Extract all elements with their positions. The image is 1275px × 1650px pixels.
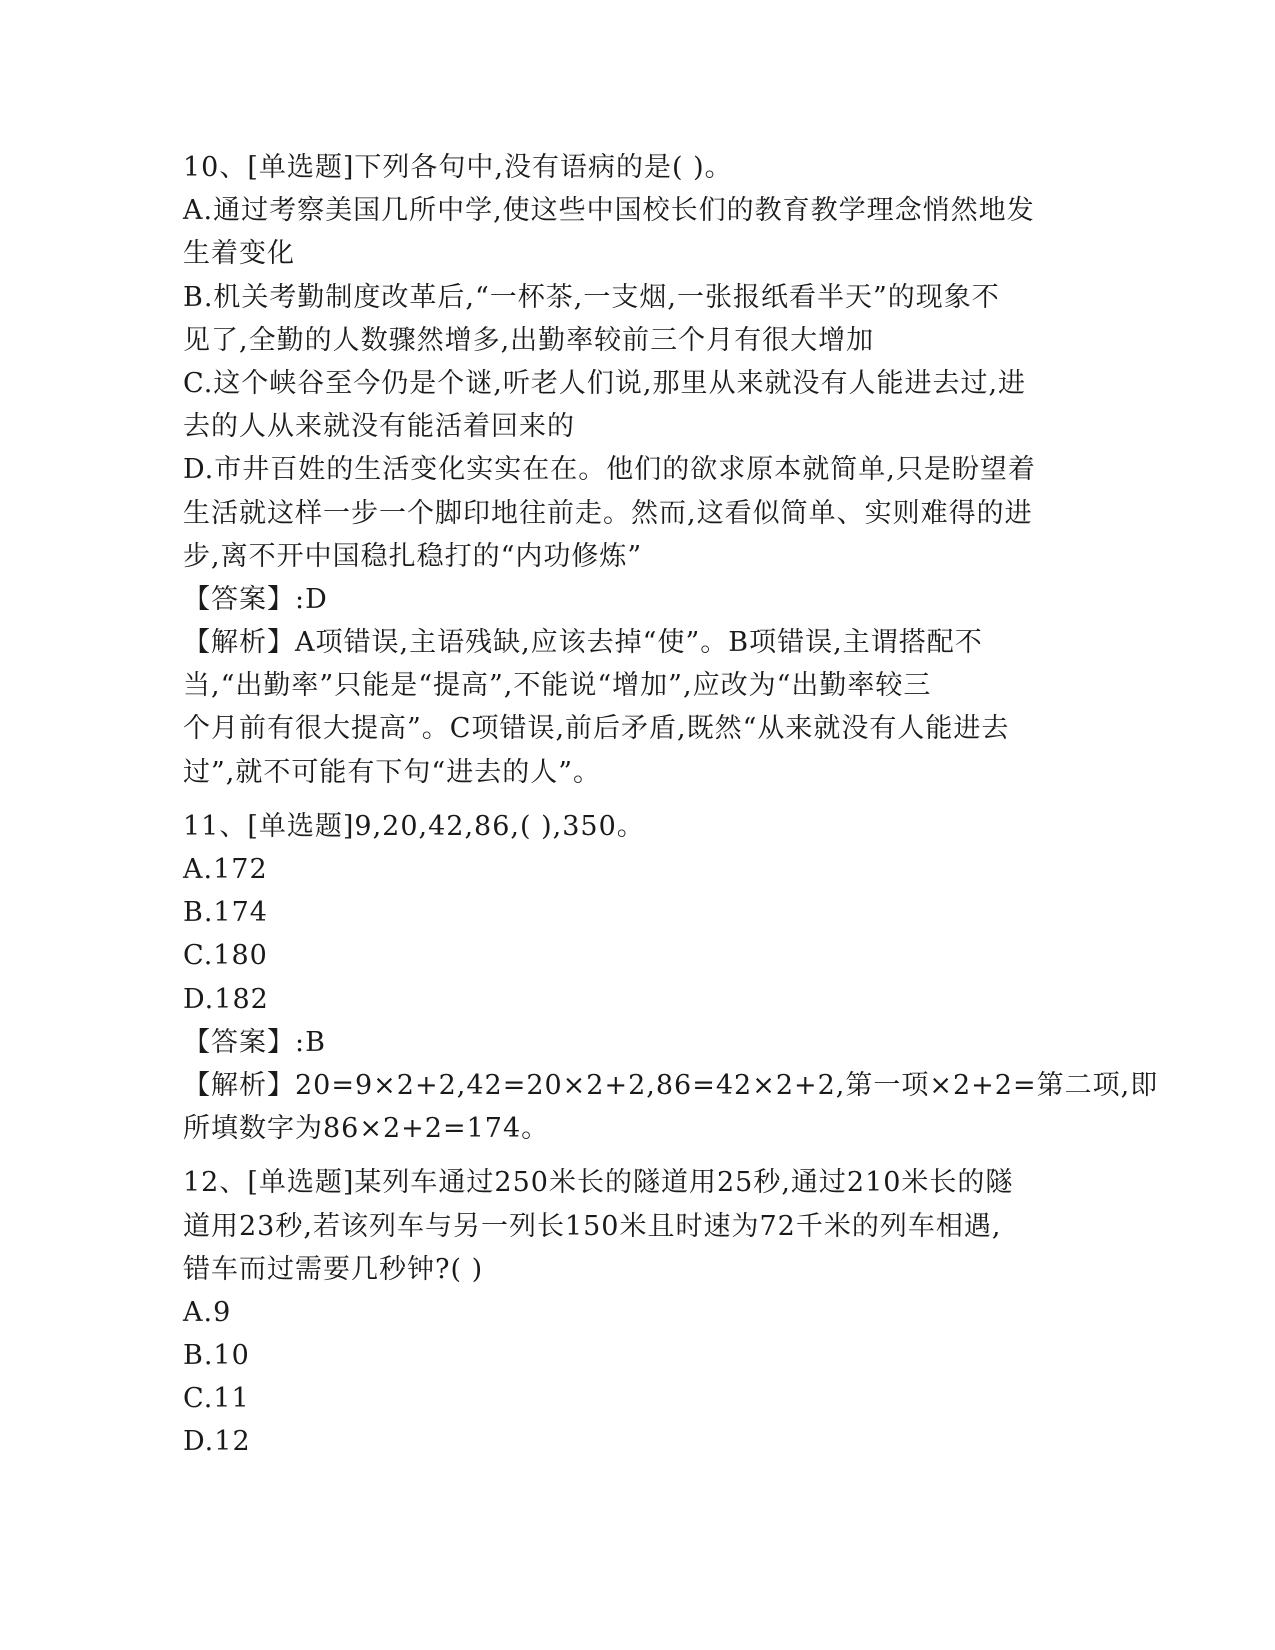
question-separator (183, 794, 1083, 805)
document-page (183, 146, 1159, 1464)
question-11-explanation-1: 【解析】20=9×2+2,42=20×2+2,86=42×2+2,第一项×2+2=第二项,即 (183, 1069, 1159, 1101)
question-11-option-d: D.182 (183, 983, 269, 1015)
question-11 (183, 805, 1159, 1151)
question-12-option-b: B.10 (183, 1340, 250, 1372)
question-12 (183, 1161, 1083, 1463)
question-10-option-a-cont: 生着变化 (183, 238, 295, 270)
question-12-stem-1: 12、[单选题]某列车通过250米长的隧道用25秒,通过210米长的隧 (183, 1167, 1014, 1199)
question-11-option-a: A.172 (183, 854, 268, 885)
question-10-stem: 10、[单选题]下列各句中,没有语病的是( )。 (183, 152, 733, 183)
question-12-option-d: D.12 (183, 1426, 251, 1458)
question-11-explanation-2: 所填数字为86×2+2=174。 (183, 1113, 550, 1145)
question-11-option-b: B.174 (183, 897, 268, 929)
question-11-stem: 11、[单选题]9,20,42,86,( ),350。 (183, 810, 645, 842)
question-10 (183, 146, 1083, 794)
question-10-answer: 【答案】:D (183, 583, 328, 615)
question-10-explanation-3: 个月前有很大提高”。C项错误,前后矛盾,既然“从来就没有人能进去 (183, 713, 1010, 745)
question-10-option-c-cont: 去的人从来就没有能活着回来的 (183, 411, 575, 443)
question-10-option-b: B.机关考勤制度改革后,“一杯茶,一支烟,一张报纸看半天”的现象不 (183, 281, 1000, 313)
question-10-option-d-cont-2: 步,离不开中国稳扎稳打的“内功修炼” (183, 540, 643, 572)
question-12-option-a: A.9 (183, 1296, 232, 1328)
question-10-option-d: D.市井百姓的生活变化实实在在。他们的欲求原本就简单,只是盼望着 (183, 454, 1036, 486)
question-10-explanation-2: 当,“出勤率”只能是“提高”,不能说“增加”,应改为“出勤率较三 (183, 670, 932, 702)
question-11-answer: 【答案】:B (183, 1026, 326, 1058)
question-10-explanation-1: 【解析】A项错误,主语残缺,应该去掉“使”。B项错误,主谓搭配不 (183, 627, 983, 659)
question-10-option-a: A.通过考察美国几所中学,使这些中国校长们的教育教学理念悄然地发 (183, 195, 1035, 227)
question-11-option-c: C.180 (183, 940, 268, 972)
question-10-option-b-cont: 见了,全勤的人数骤然增多,出勤率较前三个月有很大增加 (183, 324, 875, 356)
question-10-option-c: C.这个峡谷至今仍是个谜,听老人们说,那里从来就没有人能进去过,进 (183, 367, 1027, 399)
question-12-stem-3: 错车而过需要几秒钟?( ) (183, 1253, 484, 1285)
question-10-explanation-4: 过”,就不可能有下句“进去的人”。 (183, 756, 601, 788)
question-separator (183, 1150, 1083, 1161)
question-10-option-d-cont-1: 生活就这样一步一个脚印地往前走。然而,这看似简单、实则难得的进 (183, 497, 1033, 529)
question-12-stem-2: 道用23秒,若该列车与另一列长150米且时速为72千米的列车相遇, (183, 1210, 1002, 1242)
question-12-option-c: C.11 (183, 1383, 250, 1415)
